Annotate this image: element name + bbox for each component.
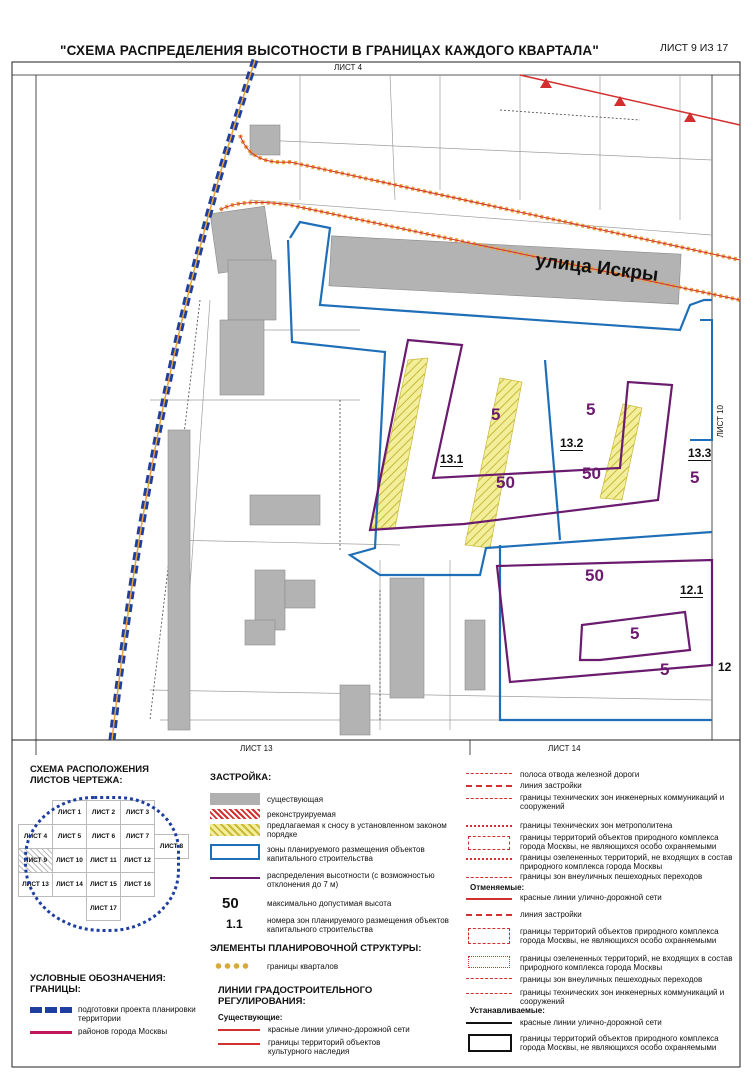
existing-swatch: [210, 793, 260, 805]
legend-label: красные линии улично-дорожной сети: [268, 1025, 410, 1034]
swatch: [468, 956, 510, 968]
swatch: [466, 978, 512, 979]
key-map-sheet: ЛИСТ 15: [86, 872, 121, 897]
sheet-number: ЛИСТ 9 ИЗ 17: [660, 42, 729, 54]
legend-label: границы территорий объектов природного комплекса города Москвы, не являющихся особо охраняемыми: [520, 833, 719, 851]
key-map-sheet: ЛИСТ 9: [18, 848, 53, 873]
height-value: 50: [585, 566, 604, 585]
regulation-header: ЛИНИИ ГРАДОСТРОИТЕЛЬНОГО РЕГУЛИРОВАНИЯ:: [218, 985, 373, 1007]
key-map-sheet: ЛИСТ 6: [86, 824, 121, 849]
swatch: [466, 898, 512, 900]
legend-label: границы зон внеуличных пешеходных переходов: [520, 872, 703, 881]
adjacent-bottom-left: ЛИСТ 13: [240, 744, 273, 753]
cancelled-header: Отменяемые:: [470, 883, 525, 892]
key-map-sheet: ЛИСТ 3: [120, 800, 155, 825]
height-value: 5: [660, 660, 670, 679]
legend-label: линия застройки: [520, 910, 582, 919]
zone-swatch: [210, 844, 260, 860]
adjacent-right: ЛИСТ 10: [716, 405, 725, 438]
key-map-sheet: ЛИСТ 17: [86, 896, 121, 921]
zone-label: 13.1: [440, 452, 464, 466]
swatch: [466, 914, 512, 916]
key-map-sheet: ЛИСТ 10: [52, 848, 87, 873]
established-header: Устанавливаемые:: [470, 1006, 545, 1015]
existing-header: Существующие:: [218, 1013, 283, 1022]
zone-label: 13.3: [688, 446, 712, 460]
swatch: [466, 1022, 512, 1024]
right-legend: [460, 770, 745, 1070]
swatch: [466, 798, 512, 799]
adjacent-bottom-right: ЛИСТ 14: [548, 744, 581, 753]
height-value: 50: [496, 473, 515, 492]
legend-label: границы озелененных территорий, не входящих в состав природного комплекса города Москвы: [520, 853, 733, 871]
key-map-sheet: ЛИСТ 12: [120, 848, 155, 873]
height-value: 5: [690, 468, 700, 487]
reconstruct-swatch: [210, 809, 260, 819]
height-value: 50: [582, 464, 601, 483]
height-line-swatch: [210, 877, 260, 879]
zone-label: 13.2: [560, 436, 584, 450]
legend-label: распределения высотности (с возможностью отклонения до 7 м): [267, 871, 435, 889]
swatch: [466, 773, 512, 774]
key-map-sheet: ЛИСТ 11: [86, 848, 121, 873]
key-map-sheet: ЛИСТ 8: [154, 834, 189, 859]
legend-label: существующая: [267, 795, 324, 804]
map-title: "СХЕМА РАСПРЕДЕЛЕНИЯ ВЫСОТНОСТИ В ГРАНИЦАХ КАЖДОГО КВАРТАЛА": [60, 43, 599, 58]
swatch: [468, 928, 510, 944]
key-map-sheet: ЛИСТ 2: [86, 800, 121, 825]
legend-label: районов города Москвы: [78, 1027, 168, 1036]
zone-label: 12.1: [680, 583, 704, 597]
adjacent-top: ЛИСТ 4: [334, 63, 363, 72]
quarter-boundary-swatch: [214, 963, 250, 969]
legend-label: границы технических зон метрополитена: [520, 821, 673, 830]
legend-label: границы территорий объектов культурного наследия: [268, 1038, 381, 1056]
planning-header: ЭЛЕМЕНТЫ ПЛАНИРОВОЧНОЙ СТРУКТУРЫ:: [210, 943, 422, 954]
legend-label: границы технических зон инженерных коммуникаций и сооружений: [520, 988, 725, 1006]
swatch: [466, 825, 512, 827]
key-map-sheet: ЛИСТ 13: [18, 872, 53, 897]
legend-label: границы зон внеуличных пешеходных переходов: [520, 975, 703, 984]
legend-label: реконструируемая: [267, 810, 336, 819]
swatch: [466, 877, 512, 878]
legend-label: красные линии улично-дорожной сети: [520, 1018, 662, 1027]
heritage-swatch: [218, 1043, 260, 1045]
height-sample: 50: [222, 895, 239, 912]
key-map-sheet: ЛИСТ 4: [18, 824, 53, 849]
zone-label: 12: [718, 660, 732, 674]
key-map-sheet: ЛИСТ 14: [52, 872, 87, 897]
red-line-swatch: [218, 1029, 260, 1031]
height-value: 5: [630, 624, 640, 643]
key-map-sheet: ЛИСТ 7: [120, 824, 155, 849]
legend-label: границы кварталов: [267, 962, 339, 971]
swatch: [466, 858, 512, 860]
legend-label: номера зон планируемого размещения объектов капитального строительства: [267, 916, 449, 934]
street-label: улица Искры: [534, 250, 660, 287]
key-map-boundary: [24, 796, 180, 932]
legend-label: границы территорий объектов природного комплекса города Москвы, не являющихся особо охраняемыми: [520, 927, 719, 945]
project-boundary-swatch: [30, 1007, 72, 1013]
conventions-title: УСЛОВНЫЕ ОБОЗНАЧЕНИЯ: ГРАНИЦЫ:: [30, 973, 166, 995]
legend-label: границы технических зон инженерных коммуникаций и сооружений: [520, 793, 725, 811]
legend-label: границы озелененных территорий, не входящих в состав природного комплекса города Москвы: [520, 954, 733, 972]
key-map-title: СХЕМА РАСПОЛОЖЕНИЯ ЛИСТОВ ЧЕРТЕЖА:: [30, 764, 149, 786]
key-map-sheet: ЛИСТ 5: [52, 824, 87, 849]
legend-label: линия застройки: [520, 781, 582, 790]
height-value: 5: [586, 400, 596, 419]
swatch: [468, 1034, 512, 1052]
key-map: [10, 792, 190, 952]
district-boundary-swatch: [30, 1031, 72, 1034]
height-value: 5: [491, 405, 501, 424]
legend-label: красные линии улично-дорожной сети: [520, 893, 662, 902]
key-map-sheet: ЛИСТ 16: [120, 872, 155, 897]
legend-label: подготовки проекта планировки территории: [78, 1005, 196, 1023]
legend-label: полоса отвода железной дороги: [520, 770, 640, 779]
buildings-header: ЗАСТРОЙКА:: [210, 772, 272, 783]
legend-label: максимально допустимая высота: [267, 899, 392, 908]
key-map-sheet: ЛИСТ 1: [52, 800, 87, 825]
demolish-swatch: [210, 824, 260, 836]
legend-label: границы территорий объектов природного комплекса города Москвы, не являющихся особо охраняемыми: [520, 1034, 719, 1052]
swatch: [466, 785, 512, 787]
swatch: [468, 836, 510, 850]
legend-label: зоны планируемого размещения объектов капитального строительства: [267, 845, 425, 863]
legend-label: предлагаемая к сносу в установленном законом порядке: [267, 821, 447, 839]
swatch: [466, 993, 512, 994]
zone-number-sample: 1.1: [226, 917, 243, 931]
